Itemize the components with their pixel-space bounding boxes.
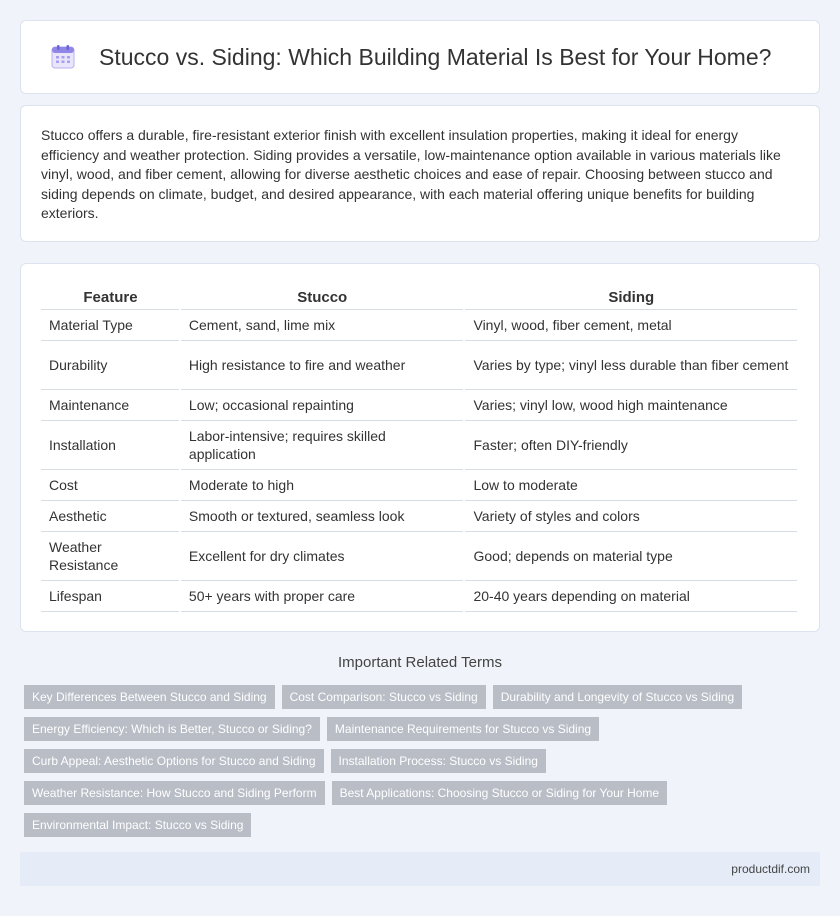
siding-cell: Vinyl, wood, fiber cement, metal: [464, 309, 798, 340]
header-siding: Siding: [464, 287, 798, 309]
stucco-cell: Moderate to high: [180, 469, 465, 500]
table-row: [41, 531, 798, 580]
intro-paragraph: Stucco offers a durable, fire-resistant exterior finish with excellent insulation properties, making it ideal for energy efficiency and weather protection. Siding provides a versatile, low-maintenance option available in various materials like vinyl, wood, and fiber cement, allowing for diverse aesthetic choices and ease of repair. Choosing between stucco and siding depends on climate, budget, and desired appearance, with each material offering unique benefits for building exteriors.: [41, 127, 781, 221]
intro-card: [20, 105, 820, 242]
comparison-table: [41, 287, 799, 612]
header-stucco: Stucco: [180, 287, 465, 309]
table-row: [41, 309, 798, 340]
calendar-icon: [49, 43, 77, 71]
related-term-tag[interactable]: Best Applications: Choosing Stucco or Siding for Your Home: [332, 781, 668, 805]
related-term-tag[interactable]: Environmental Impact: Stucco vs Siding: [24, 813, 251, 837]
stucco-cell: Smooth or textured, seamless look: [180, 500, 465, 531]
related-term-tag[interactable]: Curb Appeal: Aesthetic Options for Stucco and Siding: [24, 749, 324, 773]
table-row: [41, 389, 798, 420]
feature-cell: Durability: [41, 340, 180, 389]
stucco-cell: Labor-intensive; requires skilled application: [180, 420, 465, 469]
table-row: [41, 469, 798, 500]
feature-cell: Lifespan: [41, 580, 180, 611]
comparison-card: [20, 263, 820, 632]
feature-cell: Aesthetic: [41, 500, 180, 531]
table-row: [41, 420, 798, 469]
feature-cell: Maintenance: [41, 389, 180, 420]
feature-cell: Weather Resistance: [41, 531, 180, 580]
siding-cell: Low to moderate: [464, 469, 798, 500]
feature-cell: Material Type: [41, 309, 180, 340]
siding-cell: 20-40 years depending on material: [464, 580, 798, 611]
stucco-cell: Cement, sand, lime mix: [180, 309, 465, 340]
table-header-row: [41, 287, 798, 309]
siding-cell: Good; depends on material type: [464, 531, 798, 580]
stucco-cell: High resistance to fire and weather: [180, 340, 465, 389]
stucco-cell: 50+ years with proper care: [180, 580, 465, 611]
feature-cell: Cost: [41, 469, 180, 500]
page-title: Stucco vs. Siding: Which Building Material Is Best for Your Home?: [99, 43, 772, 70]
related-term-tag[interactable]: Installation Process: Stucco vs Siding: [331, 749, 546, 773]
related-term-tag[interactable]: Key Differences Between Stucco and Siding: [24, 685, 275, 709]
feature-cell: Installation: [41, 420, 180, 469]
footer-site-link[interactable]: productdif.com: [731, 862, 810, 876]
table-row: [41, 580, 798, 611]
related-term-tag[interactable]: Cost Comparison: Stucco vs Siding: [282, 685, 486, 709]
related-terms-title: Important Related Terms: [338, 654, 502, 671]
siding-cell: Variety of styles and colors: [464, 500, 798, 531]
related-term-tag[interactable]: Maintenance Requirements for Stucco vs Siding: [327, 717, 599, 741]
stucco-cell: Excellent for dry climates: [180, 531, 465, 580]
footer: [20, 852, 820, 886]
related-term-tag[interactable]: Energy Efficiency: Which is Better, Stucco or Siding?: [24, 717, 320, 741]
stucco-cell: Low; occasional repainting: [180, 389, 465, 420]
related-terms-list: [24, 685, 814, 845]
siding-cell: Varies by type; vinyl less durable than fiber cement: [464, 340, 798, 389]
siding-cell: Faster; often DIY-friendly: [464, 420, 798, 469]
table-row: [41, 500, 798, 531]
header-card: [20, 20, 820, 94]
siding-cell: Varies; vinyl low, wood high maintenance: [464, 389, 798, 420]
related-term-tag[interactable]: Durability and Longevity of Stucco vs Siding: [493, 685, 742, 709]
header-feature: Feature: [41, 287, 180, 309]
table-row: [41, 340, 798, 389]
related-term-tag[interactable]: Weather Resistance: How Stucco and Siding Perform: [24, 781, 325, 805]
